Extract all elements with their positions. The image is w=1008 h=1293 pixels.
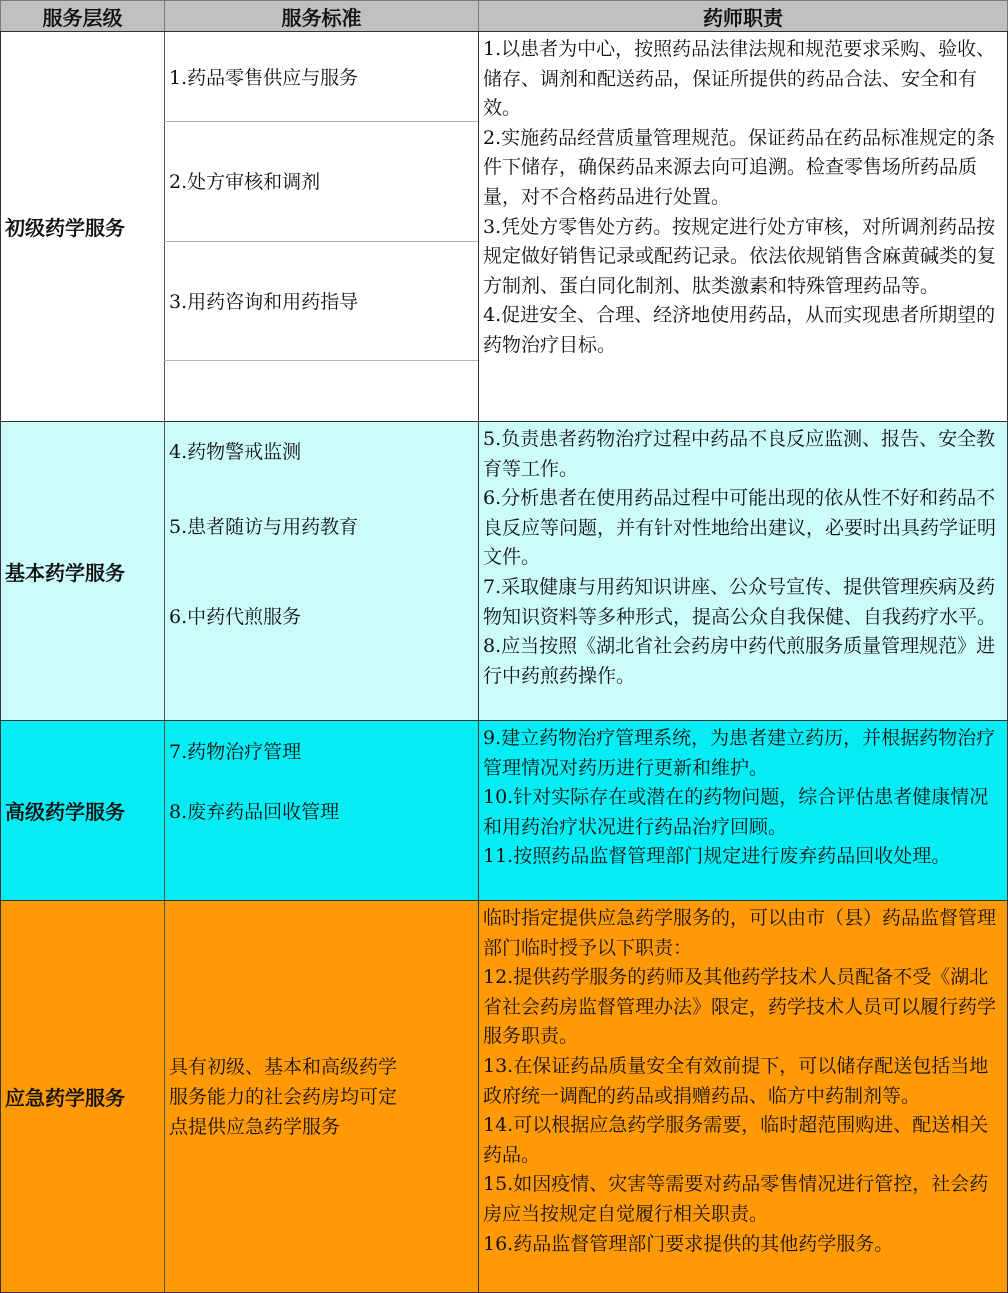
standard-item: 4.药物警戒监测 [169,441,302,463]
row-divider [164,360,478,361]
standard-item: 3.用药咨询和用药指导 [169,291,359,313]
level-basic-primary: 初级药学服务 [0,31,165,422]
duty-item: 9.建立药物治疗管理系统，为患者建立药历，并根据药物治疗管理情况对药历进行更新和维护。 [483,727,996,779]
duty-item: 7.采取健康与用药知识讲座、公众号宣传、提供管理疾病及药物知识资料等多种形式，提高公众自我保健、自我药疗水平。 [483,575,997,628]
duty-item: 6.分析患者在使用药品过程中可能出现的依从性不好和药品不良反应等问题，并有针对性地给出建议，必要时出具药学证明文件。 [483,487,997,569]
row-divider [164,241,478,242]
duty-item: 12.提供药学服务的药师及其他药学技术人员配备不受《湖北省社会药房监督管理办法》限定，药学技术人员可以履行药学服务职责。 [483,966,997,1048]
duty-item: 1.以患者为中心，按照药品法律法规和规范要求采购、验收、储存、调剂和配送药品，保证所提供的药品合法、安全和有效。 [483,38,996,120]
standards-emergency [164,900,479,1293]
duty-item: 11.按照药品监督管理部门规定进行废弃药品回收处理。 [483,845,951,868]
duty-item: 2.实施药品经营质量管理规范。保证药品在药品标准规定的条件下储存，确保药品来源去向可追溯。检查零售场所药品质量，对不合格药品进行处置。 [483,126,996,208]
standard-item: 2.处方审核和调剂 [169,171,321,193]
level-advanced: 高级药学服务 [0,720,165,901]
duty-item: 3.凭处方零售处方药。按规定进行处方审核，对所调剂药品按规定做好销售记录或配药记录。依法依规销售含麻黄碱类的复方制剂、蛋白同化制剂、肽类激素和特殊管理药品等。 [483,215,997,297]
row-divider [164,121,478,122]
header-service-level: 服务层级 [0,0,165,32]
standard-item: 5.患者随访与用药教育 [169,516,359,538]
standard-item: 8.废弃药品回收管理 [169,801,340,823]
standards-primary [164,31,479,422]
header-pharmacist-duties: 药师职责 [478,0,1008,32]
standard-item: 服务能力的社会药房均可定 [169,1086,398,1108]
duty-item: 14.可以根据应急药学服务需要，临时超范围购进、配送相关药品。 [483,1114,989,1166]
duty-item: 13.在保证药品质量安全有效前提下，可以储存配送包括当地政府统一调配的药品或捐赠药品、临方中药制剂等。 [483,1054,989,1107]
duty-item: 4.促进安全、合理、经济地使用药品，从而实现患者所期望的药物治疗目标。 [483,304,996,356]
duty-item: 5.负责患者药物治疗过程中药品不良反应监测、报告、安全教育等工作。 [483,428,996,480]
standard-item: 点提供应急药学服务 [169,1116,341,1138]
duty-item: 10.针对实际存在或潜在的药物问题，综合评估患者健康情况和用药治疗状况进行药品治疗回顾。 [483,786,989,838]
duty-item: 15.如因疫情、灾害等需要对药品零售情况进行管控，社会药房应当按规定自觉履行相关职责。 [483,1173,989,1225]
duty-item: 临时指定提供应急药学服务的，可以由市（县）药品监督管理部门临时授予以下职责： [483,907,997,959]
duties-advanced [478,720,1008,901]
standards-advanced [164,720,479,901]
standard-item: 具有初级、基本和高级药学 [169,1056,398,1078]
duties-basic [478,421,1008,721]
header-service-standard: 服务标准 [164,0,479,32]
standard-item: 6.中药代煎服务 [169,606,302,628]
duty-item: 8.应当按照《湖北省社会药房中药代煎服务质量管理规范》进行中药煎药操作。 [483,635,996,687]
duties-emergency [478,900,1008,1293]
standard-item: 7.药物治疗管理 [169,741,302,763]
standards-basic [164,421,479,721]
level-basic: 基本药学服务 [0,421,165,721]
duty-item: 16.药品监督管理部门要求提供的其他药学服务。 [483,1232,894,1255]
duties-primary [478,31,1008,422]
level-emergency: 应急药学服务 [0,900,165,1293]
standard-item: 1.药品零售供应与服务 [169,67,359,89]
